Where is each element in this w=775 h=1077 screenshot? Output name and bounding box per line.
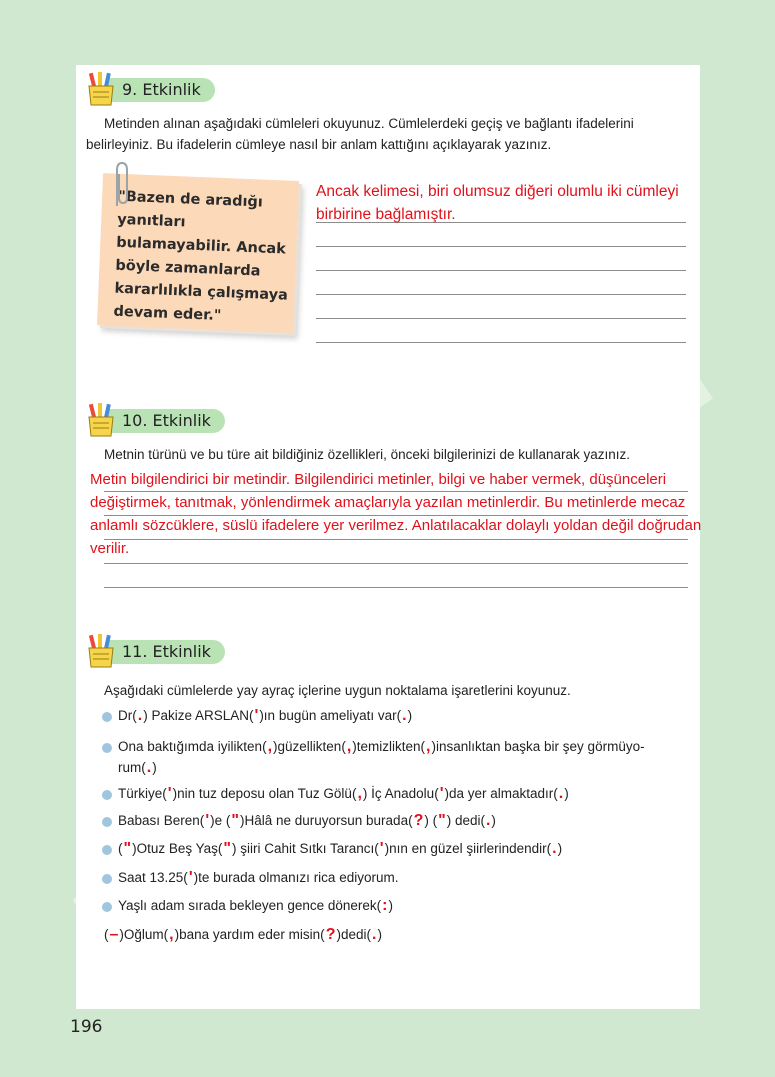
punctuation-answer: ' — [439, 785, 444, 802]
item-text: )nin tuz deposu olan Tuz Gölü( — [172, 786, 357, 801]
item-text: )te burada olmanızı rica ediyorum. — [193, 870, 399, 885]
activity-9-title: 9. Etkinlik — [108, 78, 215, 102]
list-bullet-icon — [102, 845, 112, 855]
item-text: ) şiiri Cahit Sıtkı Tarancı( — [231, 841, 379, 856]
pencil-cup-icon — [86, 72, 116, 106]
punctuation-answer: ' — [167, 785, 172, 802]
item-text: Türkiye( — [118, 786, 167, 801]
punctuation-answer: . — [485, 812, 491, 829]
punctuation-item — [118, 895, 393, 917]
list-bullet-icon — [102, 790, 112, 800]
activity-9-badge — [86, 72, 226, 106]
activity-11-badge — [86, 634, 226, 668]
punctuation-answer: , — [267, 738, 273, 755]
item-text: ) İç Anadolu( — [362, 786, 439, 801]
activity-11-instruction: Aşağıdaki cümlelerde yay ayraç içlerine uygun noktalama işaretlerini koyunuz. — [104, 683, 571, 698]
pencil-cup-icon — [86, 403, 116, 437]
punctuation-answer: . — [371, 926, 377, 943]
punctuation-item — [104, 924, 382, 946]
answer-line — [316, 342, 686, 343]
item-text: )temizlikten( — [352, 739, 426, 754]
punctuation-answer: " — [231, 812, 239, 829]
item-text: rum( — [118, 760, 146, 775]
item-text: ) — [491, 813, 496, 828]
item-text: Babası Beren( — [118, 813, 205, 828]
activity-10-badge — [86, 403, 236, 437]
punctuation-item — [118, 810, 496, 832]
punctuation-answer: . — [402, 707, 407, 724]
list-bullet-icon — [102, 712, 112, 722]
item-text: )ın bugün ameliyatı var( — [259, 708, 402, 723]
paperclip-icon — [108, 160, 134, 208]
item-text: )dedi( — [336, 927, 371, 942]
item-text: )e ( — [210, 813, 231, 828]
item-text: ) — [564, 786, 569, 801]
punctuation-answer: , — [169, 926, 174, 943]
punctuation-answer: " — [438, 812, 446, 829]
punctuation-answer: ' — [205, 812, 210, 829]
activity-10-instruction: Metnin türünü ve bu türe ait bildiğiniz özellikleri, önceki bilgilerinizi de kullanarak yazınız. — [104, 447, 631, 462]
item-text: ) — [557, 841, 563, 856]
item-text: )Otuz Beş Yaş( — [132, 841, 223, 856]
answer-line — [316, 294, 686, 295]
item-text: )Hâlâ ne duruyorsun burada( — [239, 813, 413, 828]
item-text: Dr( — [118, 708, 137, 723]
punctuation-answer: ? — [325, 926, 336, 943]
punctuation-item — [118, 757, 157, 779]
item-text: Ona baktığımda iyilikten( — [118, 739, 267, 754]
punctuation-answer: ' — [188, 869, 193, 886]
punctuation-item — [118, 838, 562, 860]
item-text: Saat 13.25( — [118, 870, 188, 885]
answer-line — [104, 587, 688, 588]
item-text: Yaşlı adam sırada bekleyen gence dönerek( — [118, 898, 382, 913]
item-text: ) — [407, 708, 413, 723]
item-text: ) dedi( — [446, 813, 485, 828]
quote-text: "Bazen de aradığı yanıtları bulamayabilir. Ancak böyle zamanlarda kararlılıkla çalışmaya devam eder." — [113, 188, 289, 324]
punctuation-answer: . — [137, 707, 143, 724]
punctuation-item — [118, 736, 645, 758]
item-text: )insanlıktan başka bir şey görmüyo- — [431, 739, 645, 754]
activity-11-title: 11. Etkinlik — [108, 640, 225, 664]
item-text: )güzellikten( — [273, 739, 346, 754]
punctuation-answer: " — [123, 840, 132, 857]
item-text: )da yer almaktadır( — [444, 786, 558, 801]
item-text: ( — [118, 841, 123, 856]
punctuation-answer: ? — [413, 812, 424, 829]
answer-line — [316, 318, 686, 319]
punctuation-answer: . — [146, 759, 152, 776]
list-bullet-icon — [102, 817, 112, 827]
item-text: )nın en güzel şiirlerindendir( — [384, 841, 552, 856]
pencil-cup-icon — [86, 634, 116, 668]
list-bullet-icon — [102, 874, 112, 884]
item-text: )Oğlum( — [119, 927, 169, 942]
punctuation-answer: " — [223, 840, 231, 857]
answer-line — [316, 270, 686, 271]
item-text: ) ( — [424, 813, 438, 828]
punctuation-item — [118, 783, 569, 805]
item-text: ) — [388, 898, 393, 913]
activity-9-answer: Ancak kelimesi, biri olumsuz diğeri olumlu iki cümleyi birbirine bağlamıştır. — [316, 183, 679, 223]
item-text: ( — [104, 927, 109, 942]
punctuation-answer: , — [357, 785, 362, 802]
punctuation-answer: : — [382, 897, 388, 914]
activity-10-title: 10. Etkinlik — [108, 409, 225, 433]
answer-line — [104, 563, 688, 564]
page-number: 196 — [70, 1017, 103, 1037]
punctuation-answer: , — [426, 738, 431, 755]
punctuation-answer: ' — [254, 707, 259, 724]
item-text: ) Pakize ARSLAN( — [143, 708, 254, 723]
answer-line — [316, 246, 686, 247]
item-text: ) — [152, 760, 157, 775]
item-text: ) — [377, 927, 382, 942]
punctuation-answer: – — [109, 926, 119, 943]
activity-10-answer: Metin bilgilendirici bir metindir. Bilgilendirici metinler, bilgi ve haber vermek, düşünceleri değiştirmek, tanıtmak, yönlendirmek amaçlarıyla yazılan metinlerdir. Bu metinlerde mecaz anlamlı sözcüklere, süslü ifadelere yer verilmez. Anlatılacaklar dolaylı yoldan değil doğrudan verilir. — [90, 471, 702, 557]
punctuation-answer: , — [346, 738, 352, 755]
punctuation-item — [118, 705, 412, 727]
activity-9-instruction: Metinden alınan aşağıdaki cümleleri okuyunuz. Cümlelerdeki geçiş ve bağlantı ifadelerini belirleyiniz. Bu ifadelerin cümleye nasıl bir anlam kattığını açıklayarak yazınız. — [86, 116, 634, 152]
punctuation-answer: ' — [379, 840, 384, 857]
punctuation-answer: . — [558, 785, 564, 802]
item-text: )bana yardım eder misin( — [174, 927, 325, 942]
punctuation-item — [118, 867, 398, 889]
list-bullet-icon — [102, 902, 112, 912]
list-bullet-icon — [102, 743, 112, 753]
punctuation-answer: . — [552, 840, 557, 857]
